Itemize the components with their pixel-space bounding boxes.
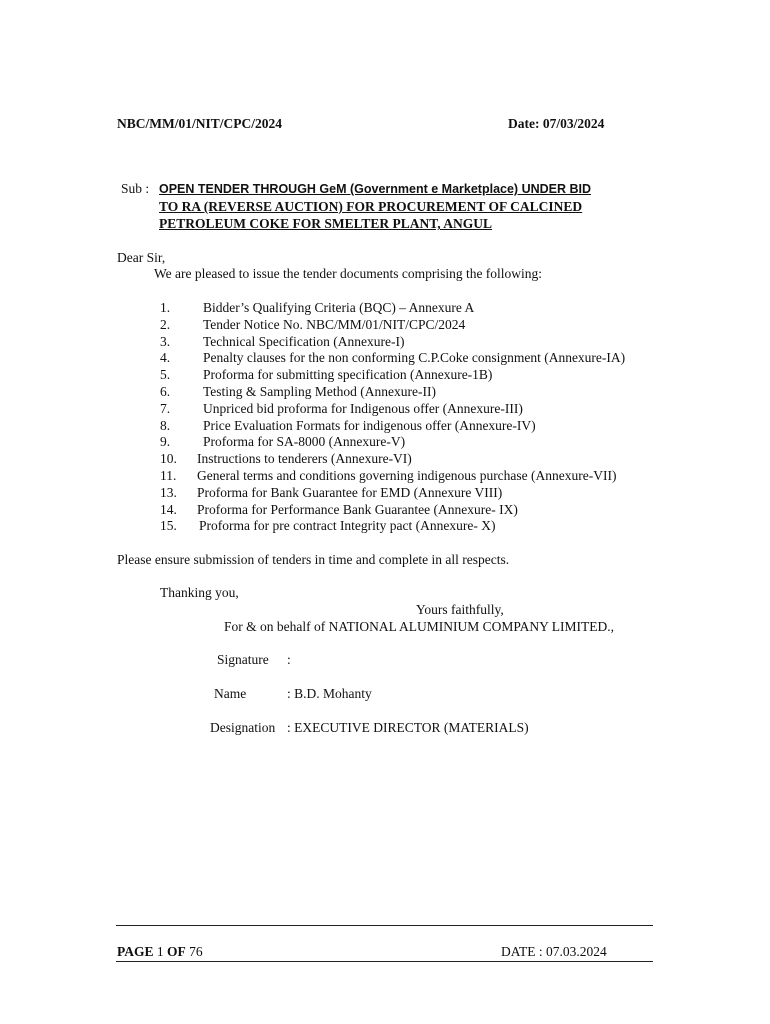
list-item-text: Bidder’s Qualifying Criteria (BQC) – Annexure A	[203, 300, 475, 315]
signature-value: :	[287, 652, 291, 667]
list-item-text: Instructions to tenderers (Annexure-VI)	[197, 451, 412, 467]
list-item-text: Proforma for pre contract Integrity pact (Annexure- X)	[199, 518, 496, 534]
list-item-number: 4.	[160, 350, 171, 366]
page-total: 76	[189, 944, 203, 959]
name-label: Name	[214, 686, 247, 701]
list-item-text: Technical Specification (Annexure-I)	[203, 333, 405, 349]
list-item-number: 15.	[160, 518, 177, 534]
designation-label: Designation	[210, 720, 276, 735]
intro-text: We are pleased to issue the tender documents comprising the following:	[154, 266, 543, 281]
list-item-number: 2.	[160, 316, 171, 332]
list-item-number: 14.	[160, 501, 177, 517]
list-item-number: 8.	[160, 417, 171, 433]
list-item-number: 7.	[160, 400, 171, 416]
list-item-text: Penalty clauses for the non conforming C.P.Coke consignment (Annexure-IA)	[203, 350, 626, 366]
list-item-text: Tender Notice No. NBC/MM/01/NIT/CPC/2024	[203, 316, 466, 332]
list-item-text: Proforma for Performance Bank Guarantee (Annexure- IX)	[197, 501, 518, 517]
list-item-number: 5.	[160, 367, 171, 383]
name-value: : B.D. Mohanty	[287, 686, 372, 701]
footer-rule-bottom	[116, 961, 653, 962]
list-item-number: 10.	[160, 451, 177, 467]
salutation: Dear Sir,	[117, 250, 166, 265]
list-item-text: Proforma for submitting specification (Annexure-1B)	[203, 367, 493, 383]
letter-date: Date: 07/03/2024	[508, 116, 605, 131]
list-item-text: Proforma for Bank Guarantee for EMD (Annexure VIII)	[197, 484, 503, 500]
footer-date: DATE : 07.03.2024	[501, 944, 607, 959]
yours-faithfully: Yours faithfully,	[416, 602, 504, 617]
page-word: PAGE	[117, 944, 154, 959]
on-behalf-line: For & on behalf of NATIONAL ALUMINIUM COMPANY LIMITED.,	[224, 619, 614, 634]
list-item-text: Unpriced bid proforma for Indigenous offer (Annexure-III)	[203, 400, 523, 416]
subject-line-3: PETROLEUM COKE FOR SMELTER PLANT, ANGUL	[159, 216, 493, 231]
page-number: 1	[156, 944, 164, 959]
footer-rule-top	[116, 925, 653, 926]
list-item-number: 9.	[160, 434, 171, 450]
thanks-line: Thanking you,	[160, 585, 239, 600]
subject-line-2: TO RA (REVERSE AUCTION) FOR PROCUREMENT OF CALCINED	[159, 199, 583, 214]
subject-line-1: OPEN TENDER THROUGH GeM (Government e Marketplace) UNDER BID	[159, 182, 592, 196]
designation-value: : EXECUTIVE DIRECTOR (MATERIALS)	[287, 720, 529, 735]
list-item-number: 6.	[160, 384, 171, 399]
subject-text	[159, 181, 591, 232]
list-item-text: Price Evaluation Formats for indigenous offer (Annexure-IV)	[203, 417, 536, 433]
list-item-text: Testing & Sampling Method (Annexure-II)	[203, 384, 437, 399]
closing-note: Please ensure submission of tenders in time and complete in all respects.	[117, 552, 510, 567]
subject-label: Sub :	[121, 181, 150, 196]
list-item-number: 13.	[160, 484, 177, 500]
reference-number: NBC/MM/01/NIT/CPC/2024	[117, 116, 282, 131]
list-item-number: 11.	[160, 468, 177, 483]
signature-label: Signature	[217, 652, 269, 667]
list-item-text: Proforma for SA-8000 (Annexure-V)	[203, 434, 406, 450]
page-indicator	[117, 944, 203, 960]
list-item-text: General terms and conditions governing indigenous purchase (Annexure-VII)	[197, 468, 617, 483]
of-word: OF	[167, 944, 186, 959]
list-item-number: 1.	[160, 300, 171, 315]
list-item-number: 3.	[160, 333, 171, 349]
